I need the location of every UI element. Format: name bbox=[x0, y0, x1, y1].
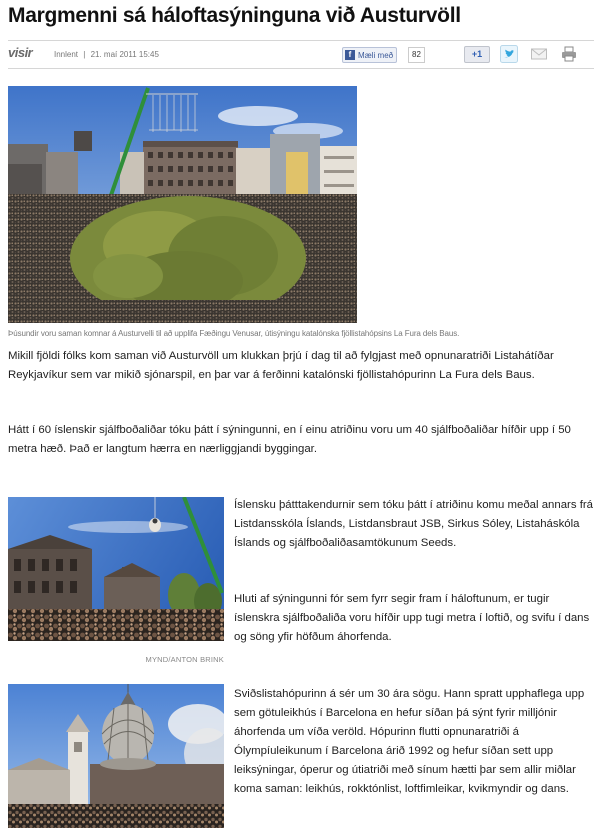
email-button[interactable] bbox=[530, 45, 548, 63]
meta-separator: | bbox=[83, 50, 86, 59]
twitter-button[interactable] bbox=[500, 45, 518, 63]
article-paragraph: Hátt í 60 íslenskir sjálfboðaliðar tóku þátt í sýningunni, en í einu atriðinu voru um 40 sjálfboðaliðar hífðir upp í 50 metra hæð. Það er langtum hærra en nærliggjandi byggingar. bbox=[8, 424, 571, 455]
print-icon bbox=[560, 45, 578, 63]
article-title: Margmenni sá háloftasýninguna við Austurvöll bbox=[8, 4, 461, 27]
gplus-button[interactable] bbox=[464, 46, 490, 63]
article-paragraph: Mikill fjöldi fólks kom saman við Austurvöll um klukkan þrjú í dag til að fylgjast með opnunaratriði Listahátíðar Reykjavíkur sem var mikið sjónarspil, en þar var á ferðinni katalónski fjöllistahópurinn La Fura dels Baus. bbox=[8, 350, 554, 381]
article-meta bbox=[54, 50, 159, 59]
print-button[interactable] bbox=[560, 45, 578, 63]
twitter-icon bbox=[500, 45, 518, 63]
main-photo bbox=[8, 86, 357, 323]
main-photo-caption: Þúsundir voru saman komnar á Austurvelli til að upplifa Fæðingu Venusar, útisýningu katalónska fjöllistahópsins La Fura dels Baus. bbox=[8, 329, 460, 338]
article-category[interactable]: Innlent bbox=[54, 50, 79, 59]
facebook-like-count: 82 bbox=[408, 47, 425, 63]
article-date: 21. maí 2011 15:45 bbox=[90, 50, 159, 59]
article-paragraph: Sviðslistahópurinn á sér um 30 ára sögu. Hann spratt upphaflega upp sem götuleikhús í Barcelona en hefur síðan þá sýnt fyrir milljónir áhorfenda um víða veröld. Hópurinn flutti opnunaratriði á Ólympíuleikunum í Barcelona árið 1992 og hefur síðan sett upp leiksýningar, óperur og útiatriði með sínum hætti þar sem allir miðlar koma saman: leikhús, rokktónlist, loftfimleikar, kvikmyndir og dans. bbox=[234, 688, 585, 795]
facebook-icon: f bbox=[345, 50, 355, 60]
article-meta-bar bbox=[8, 44, 594, 64]
title-divider bbox=[8, 40, 594, 41]
photo-credit: MYND/ANTON BRINK bbox=[145, 655, 224, 664]
meta-divider bbox=[8, 68, 594, 69]
article-paragraph: Hluti af sýningunni fór sem fyrr segir fram í háloftunum, er tugir íslenskra sjálfboðaliða voru hífðir upp tugi metra í loftið, og svifu í dans og söng yfir höfðum áhorfenda. bbox=[234, 593, 590, 643]
venus-structure-photo bbox=[8, 684, 224, 828]
facebook-like-label: Mæli með bbox=[358, 50, 394, 60]
article-paragraph: Íslensku þátttakendurnir sem tóku þátt í atriðinu komu meðal annars frá Listdansskóla Íslands, Listdansbraut JSB, Sirkus Sóley, Listaháskóla Íslands og sjálfboðaliðasamtökunum Seeds. bbox=[234, 499, 593, 549]
facebook-like-button[interactable] bbox=[342, 47, 397, 63]
visir-logo[interactable]: visir bbox=[8, 45, 33, 60]
email-icon bbox=[530, 45, 548, 63]
gplus-icon: +1 bbox=[471, 49, 483, 59]
aerial-performance-photo bbox=[8, 497, 224, 641]
